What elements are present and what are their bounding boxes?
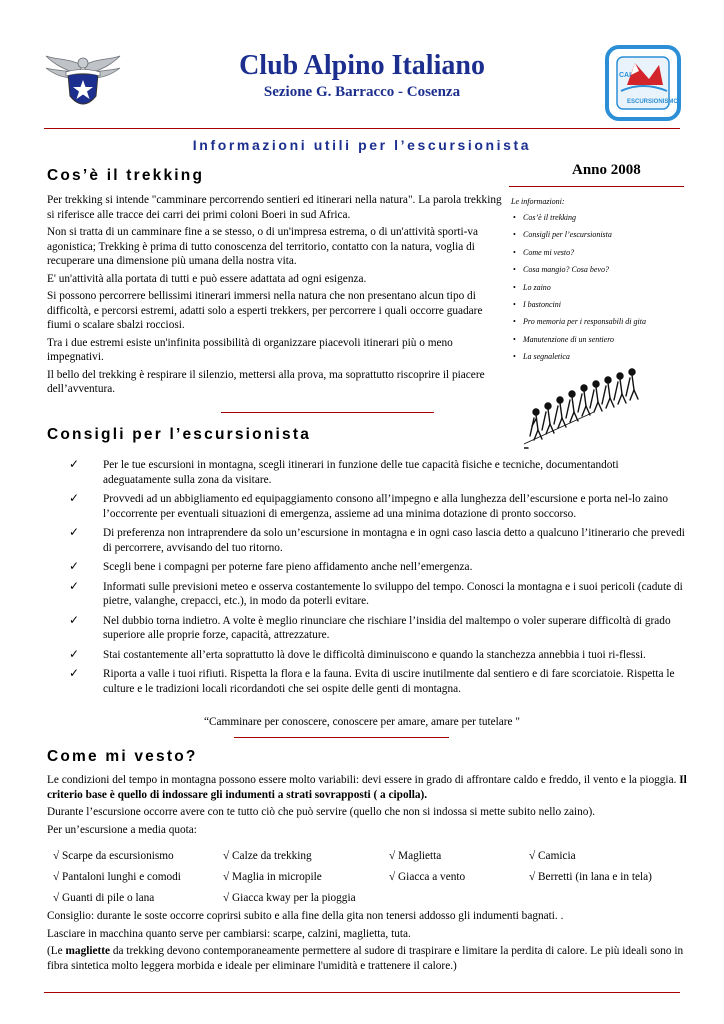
tip-item xyxy=(47,458,687,487)
sidebar-item: • Lo zaino xyxy=(511,283,691,300)
note-bold-text: magliette xyxy=(65,945,111,957)
checklist-item: √ Maglia in micropile xyxy=(223,871,322,883)
paragraph: Il bello del trekking è respirare il silenzio, mettersi alla prova, ma soprattutto riscoprire il piacere dell’avventura. xyxy=(47,368,485,395)
paragraph: Lasciare in macchina quanto serve per cambiarsi: scarpe, calzini, maglietta, tuta. xyxy=(47,927,411,940)
tip-text: Per le tue escursioni in montagna, scegli itinerari in funzione delle tue capacità fisiche e tecniche, documentandoti adeguatamente sulla zona da visitare. xyxy=(103,459,619,486)
paragraph: Si possono percorrere bellissimi itinerari immersi nella natura che non presentano alcun tipo di difficoltà, e percorsi estremi, adatti solo a esperti trekkers, per percorrere i quali occorre guadare fiumi o scalare sbalzi rocciosi. xyxy=(47,290,483,331)
tip-text: Nel dubbio torna indietro. A volte è meglio rinunciare che rischiare l’insidia del maltempo o voler superare difficoltà di grado superiore alle proprie forze, capacità, attrezzature. xyxy=(103,614,671,641)
note-text: da trekking devono contemporaneamente permettere al sudore di traspirare e limitare la perdita di calore. Le più ideali sono in fibra sintetica molto leggera morbida e ideale per eliminare l'umidità e trattenere il calore.) xyxy=(47,945,684,972)
tip-text: Riporta a valle i tuoi rifiuti. Rispetta la flora e la fauna. Evita di uscire inutilmente dal sentiero e di fare scorciatoie. Rispetta le culture e le tradizioni locali ricordandoti che sei ospite delle genti di montagna. xyxy=(103,668,675,695)
checkmark-icon: ✓ xyxy=(69,666,80,680)
paragraph xyxy=(47,944,687,973)
checkmark-icon: ✓ xyxy=(69,525,80,539)
tip-item xyxy=(47,614,687,643)
sidebar-item: • Manutenzione di un sentiero xyxy=(511,335,691,352)
tip-item xyxy=(47,667,687,696)
paragraph: E' un'attività alla portata di tutti e può essere adattata ad ogni esigenza. xyxy=(47,272,367,285)
paragraph: Tra i due estremi esiste un'infinita possibilità di organizzare piacevoli itinerari più o meno impegnativi. xyxy=(47,336,453,363)
checkmark-icon: ✓ xyxy=(69,491,80,505)
section-heading-trekking: Cos’è il trekking xyxy=(47,167,205,184)
tip-text: Stai costantemente all’erta soprattutto là dove le difficoltà diminuiscono e quando la stanchezza annebbia i tuoi ri-flessi. xyxy=(103,648,646,661)
tip-item xyxy=(47,526,687,555)
tip-text: Provvedi ad un abbigliamento ed equipaggiamento consono all’impegno e alla lunghezza dell’escursione e porta nel-lo zaino l’occorrente per eventuali situazioni di emergenza, assieme ad una minima dotazione di pronto soccorso. xyxy=(103,493,668,520)
sidebar-item: • Pro memoria per i responsabili di gita xyxy=(511,317,691,334)
sidebar-item: • Consigli per l’escursionista xyxy=(511,230,691,247)
checkmark-icon: ✓ xyxy=(69,612,80,627)
paragraph: Durante l’escursione occorre avere con te tutto ciò che può servire (quello che non si indossa si mette subito nello zaino). xyxy=(47,806,596,818)
banner-title: Informazioni utili per l’escursionista xyxy=(192,137,532,153)
clothing-checklist xyxy=(47,850,687,908)
sidebar-list xyxy=(511,213,691,370)
checklist-item: √ Guanti di pile o lana xyxy=(53,892,155,904)
trekking-body xyxy=(47,193,505,400)
sidebar-item: • La segnaletica xyxy=(511,352,691,369)
year-label: Anno 2008 xyxy=(572,162,641,178)
paragraph: Consiglio: durante le soste occorre coprirsi subito e alla fine della gita non tenersi addosso gli indumenti bagnati. . xyxy=(47,910,564,922)
sidebar-heading: Le informazioni: xyxy=(511,197,565,206)
checkmark-icon: ✓ xyxy=(69,457,80,471)
sidebar-contents xyxy=(511,197,691,370)
tip-item xyxy=(47,648,687,663)
sidebar-rule xyxy=(509,186,684,187)
logo-escursionismo-text: ESCURSIONISMO xyxy=(627,99,679,105)
checkmark-icon: ✓ xyxy=(69,559,80,573)
section-divider xyxy=(221,412,434,413)
checkmark-icon: ✓ xyxy=(69,578,80,593)
checklist-item: √ Scarpe da escursionismo xyxy=(53,850,174,862)
cai-escursionismo-logo xyxy=(605,45,681,121)
checklist-item: √ Pantaloni lunghi e comodi xyxy=(53,871,181,883)
checklist-item: √ Giacca kway per la pioggia xyxy=(223,892,356,904)
checkmark-icon: ✓ xyxy=(69,646,80,661)
paragraph xyxy=(47,773,687,802)
footer-rule xyxy=(44,992,680,993)
tip-text: Di preferenza non intraprendere da solo un’escursione in montagna e in ogni caso lascia detto a qualcuno l’itinerario che prevedi di percorrere, avvisando del tuo ritorno. xyxy=(103,527,685,554)
clothing-notes xyxy=(47,909,687,976)
tip-item xyxy=(47,580,687,609)
paragraph: Non si tratta di un camminare fine a se stesso, o di un'impresa estrema, o di un'attività sporti-va agonistica; Trekking è prima di tutto conoscenza del territorio, contatto con la natura, voglia di recuperare una dimensione più umana della nostra vita. xyxy=(47,226,479,267)
header-rule xyxy=(44,128,680,129)
page-title: Club Alpino Italiano xyxy=(239,50,485,81)
motto-quote: “Camminare per conoscere, conoscere per amare, amare per tutelare " xyxy=(203,716,521,728)
section-divider xyxy=(234,737,449,738)
checklist-item: √ Camicia xyxy=(529,850,576,862)
sidebar-item: • Cos’è il trekking xyxy=(511,213,691,230)
sidebar-item: • I bastoncini xyxy=(511,300,691,317)
intro-bold-text: Il criterio base è quello di indossare gli indumenti a strati sovrapposti ( a cipolla). xyxy=(47,774,687,801)
intro-text: Le condizioni del tempo in montagna possono essere molto variabili: devi essere in grado di affrontare caldo e freddo, il vento e la pioggia. xyxy=(47,774,680,786)
paragraph: Per trekking si intende "camminare percorrendo sentieri ed itinerari nella natura". La parola trekking si riferisce alle tracce dei carri dei primi coloni Boeri in sud Africa. xyxy=(47,194,502,221)
logo-cai-text: CAI xyxy=(619,72,632,79)
note-text: (Le xyxy=(47,945,66,957)
section-heading-come-mi-vesto: Come mi vesto? xyxy=(47,748,198,765)
tip-item xyxy=(47,492,687,521)
paragraph: Per un’escursione a media quota: xyxy=(47,823,197,836)
tips-list xyxy=(47,458,687,701)
tip-text: Scegli bene i compagni per poterne fare pieno affidamento anche nell’emergenza. xyxy=(103,561,473,573)
section-heading-consigli: Consigli per l’escursionista xyxy=(47,426,312,443)
sidebar-item: • Come mi vesto? xyxy=(511,248,691,265)
checklist-item: √ Calze da trekking xyxy=(223,850,312,862)
sidebar-item: • Cosa mangio? Cosa bevo? xyxy=(511,265,691,282)
checklist-item: √ Berretti (in lana e in tela) xyxy=(529,871,652,883)
tip-item xyxy=(47,560,687,575)
page-subtitle: Sezione G. Barracco - Cosenza xyxy=(263,84,461,100)
checklist-item: √ Maglietta xyxy=(389,850,442,862)
hikers-illustration xyxy=(524,368,644,450)
clothing-body xyxy=(47,773,687,840)
checklist-item: √ Giacca a vento xyxy=(389,871,466,883)
tip-text: Informati sulle previsioni meteo e osserva costantemente lo sviluppo del tempo. Conosci la montagna e i suoi pericoli (cadute di pietre, valanghe, crepacci, etc.), in modo da poterli evitare. xyxy=(103,580,683,607)
